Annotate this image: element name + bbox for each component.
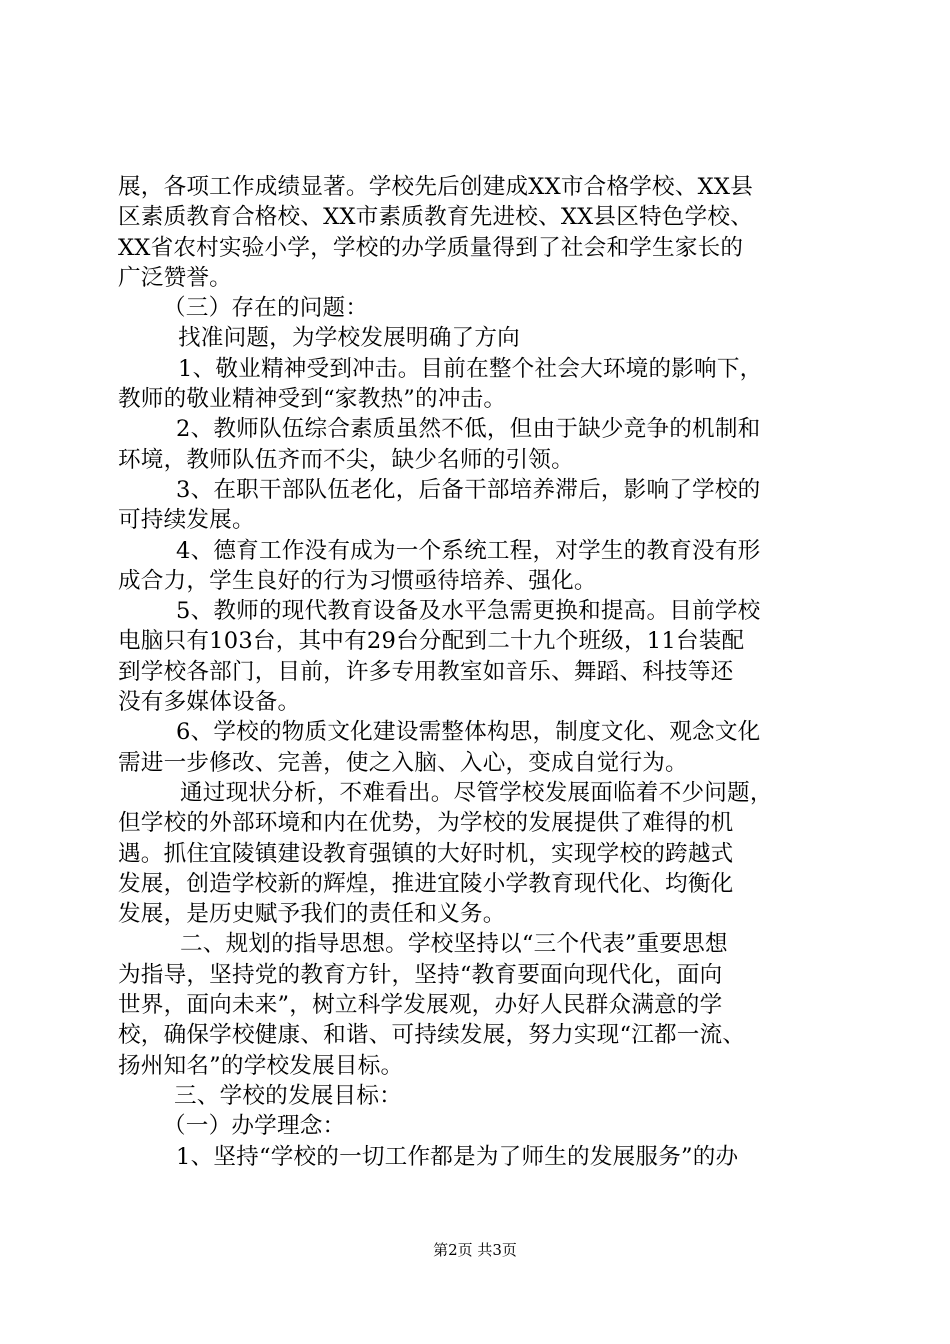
text-line: 3、在职干部队伍老化，后备干部培养滞后，影响了学校的 xyxy=(176,476,761,503)
text-line: 到学校各部门，目前，许多专用教室如音乐、舞蹈、科技等还 xyxy=(118,658,734,685)
text-line: 三、学校的发展目标： xyxy=(174,1082,402,1109)
text-line: 发展，创造学校新的辉煌，推进宜陵小学教育现代化、均衡化 xyxy=(118,870,734,897)
text-line: 可持续发展。 xyxy=(118,507,255,534)
text-line: 二、规划的指导思想。学校坚持以“三个代表”重要思想 xyxy=(180,931,728,958)
text-line: 教师的敬业精神受到“家教热”的冲击。 xyxy=(118,386,507,413)
text-line: 校，确保学校健康、和谐、可持续发展，努力实现“江都一流、 xyxy=(118,1022,746,1049)
text-line: XX省农村实验小学，学校的办学质量得到了社会和学生家长的 xyxy=(118,234,744,261)
text-line: 遇。抓住宜陵镇建设教育强镇的大好时机，实现学校的跨越式 xyxy=(118,840,734,867)
text-line: 广泛赞誉。 xyxy=(118,264,232,291)
text-line: 2、教师队伍综合素质虽然不低，但由于缺少竞争的机制和 xyxy=(176,416,761,443)
text-line: 找准问题，为学校发展明确了方向 xyxy=(178,325,520,352)
text-line: 电脑只有103台，其中有29台分配到二十九个班级，11台装配 xyxy=(118,628,745,655)
text-line: 通过现状分析，不难看出。尽管学校发展面临着不少问题， xyxy=(180,779,773,806)
text-line: 6、学校的物质文化建设需整体构思，制度文化、观念文化 xyxy=(176,719,761,746)
text-line: 发展，是历史赋予我们的责任和义务。 xyxy=(118,901,506,928)
text-line: 世界，面向未来”，树立科学发展观，办好人民群众满意的学 xyxy=(118,992,723,1019)
text-line: 4、德育工作没有成为一个系统工程，对学生的教育没有形 xyxy=(176,537,761,564)
text-line: 但学校的外部环境和内在优势，为学校的发展提供了难得的机 xyxy=(118,810,734,837)
text-line: 需进一步修改、完善，使之入脑、入心，变成自觉行为。 xyxy=(118,749,688,776)
text-line: （一）办学理念： xyxy=(163,1113,346,1140)
text-line: 5、教师的现代教育设备及水平急需更换和提高。目前学校 xyxy=(176,598,761,625)
page-footer: 第2页 共3页 xyxy=(433,1241,517,1259)
text-line: 展，各项工作成绩显著。学校先后创建成XX市合格学校、XX县 xyxy=(118,174,753,200)
text-line: 为指导，坚持党的教育方针，坚持“教育要面向现代化，面向 xyxy=(118,961,723,988)
document-body xyxy=(118,172,838,1172)
text-line: 环境，教师队伍齐而不尖，缺少名师的引领。 xyxy=(118,446,574,473)
text-line: 扬州知名”的学校发展目标。 xyxy=(118,1052,404,1079)
text-line: 成合力，学生良好的行为习惯亟待培养、强化。 xyxy=(118,567,597,594)
text-line: 1、坚持“学校的一切工作都是为了师生的发展服务”的办 xyxy=(176,1143,739,1170)
text-line: （三）存在的问题： xyxy=(163,295,369,322)
text-line: 1、敬业精神受到冲击。目前在整个社会大环境的影响下， xyxy=(178,355,763,382)
text-line: 区素质教育合格校、XX市素质教育先进校、XX县区特色学校、 xyxy=(118,204,753,231)
text-line: 没有多媒体设备。 xyxy=(118,689,301,716)
